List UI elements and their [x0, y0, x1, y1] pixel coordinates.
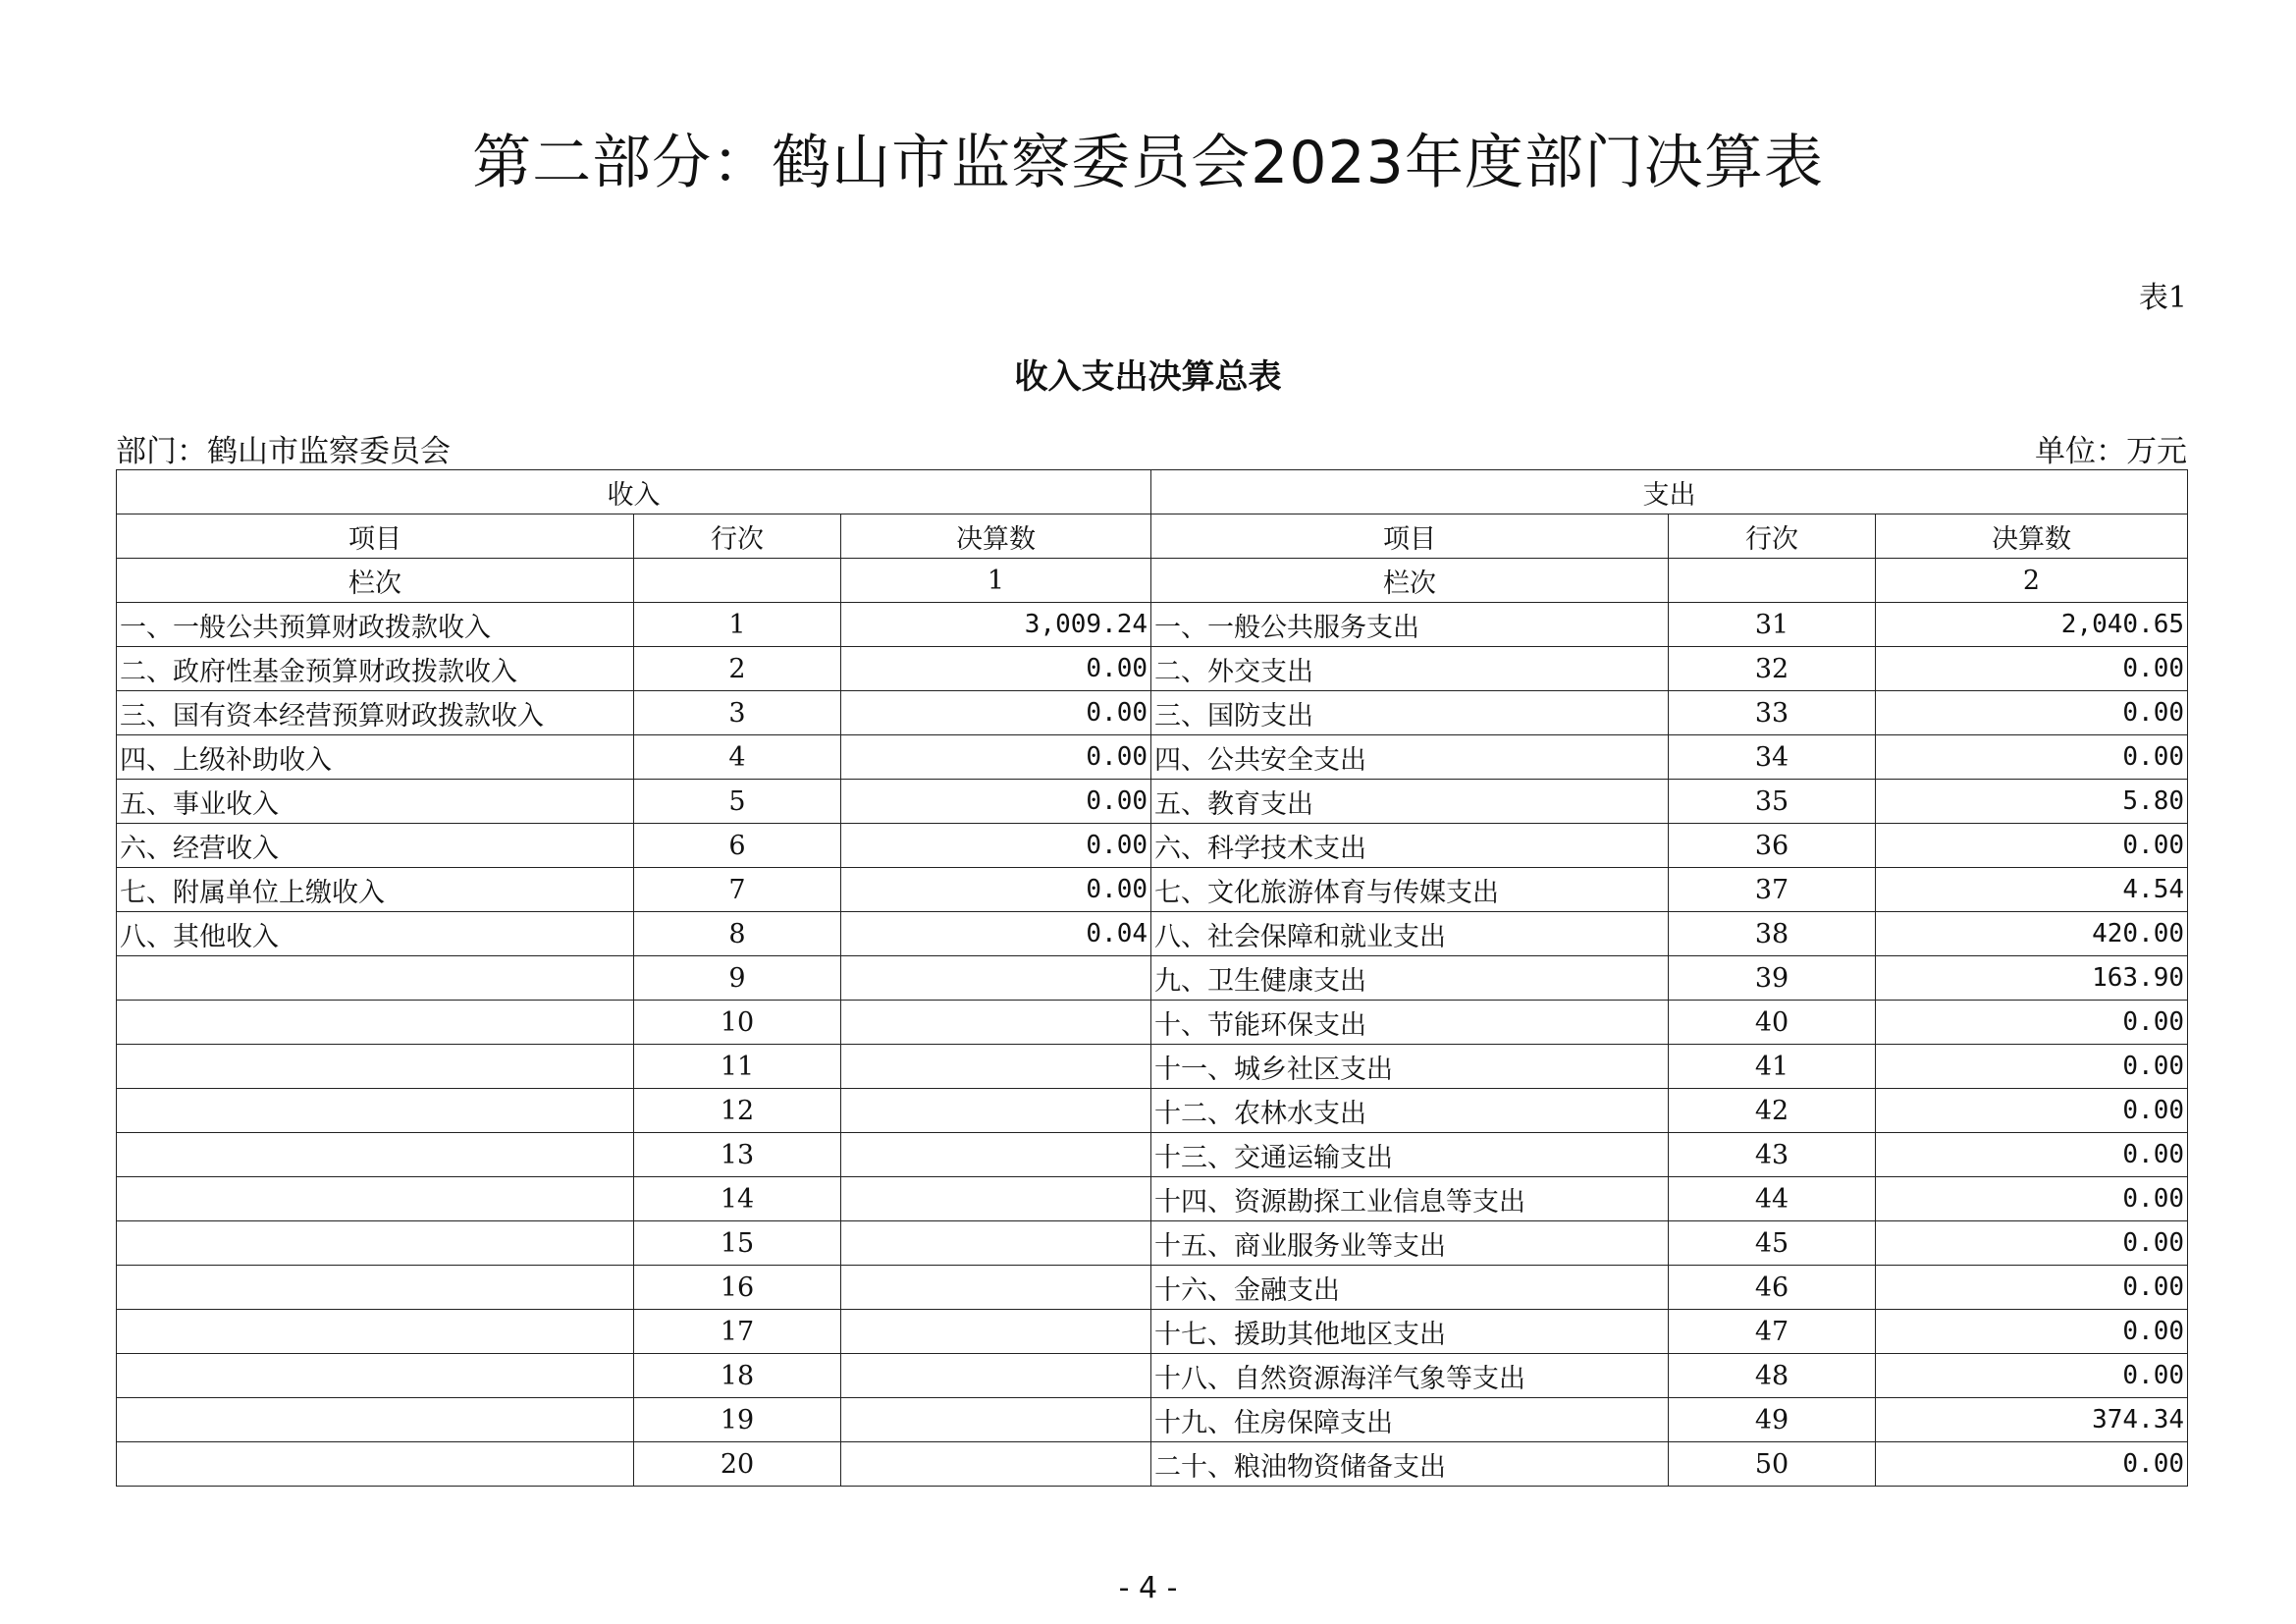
income-item-cell: 六、经营收入: [117, 824, 634, 868]
table-row: [117, 1442, 2188, 1487]
expense-line-cell: 45: [1669, 1221, 1876, 1266]
income-item-cell: [117, 1089, 634, 1133]
expense-line-cell: 33: [1669, 691, 1876, 735]
expense-amount-cell: 0.00: [1876, 1266, 2188, 1310]
income-item-cell: [117, 1266, 634, 1310]
income-amount-cell: 0.00: [841, 780, 1151, 824]
expense-item-cell: 五、教育支出: [1151, 780, 1669, 824]
income-line-cell: 9: [634, 956, 841, 1001]
expense-amount-cell: 0.00: [1876, 1221, 2188, 1266]
income-item-cell: 八、其他收入: [117, 912, 634, 956]
income-expense-table: [116, 469, 2188, 1487]
page-number: - 4 -: [1118, 1571, 1178, 1605]
income-item-cell: 五、事业收入: [117, 780, 634, 824]
expense-amount-cell: 0.00: [1876, 691, 2188, 735]
income-line-cell: 10: [634, 1001, 841, 1045]
income-amount-cell: [841, 1310, 1151, 1354]
income-amount-cell: [841, 1266, 1151, 1310]
income-item-cell: 一、一般公共预算财政拨款收入: [117, 603, 634, 647]
income-column-label: 栏次: [117, 559, 634, 603]
income-item-cell: [117, 1001, 634, 1045]
expense-line-cell: 42: [1669, 1089, 1876, 1133]
income-section-header: 收入: [117, 470, 1151, 514]
expense-amount-cell: 0.00: [1876, 824, 2188, 868]
table-subtitle: 收入支出决算总表: [1014, 357, 1282, 397]
expense-amount-cell: 0.00: [1876, 735, 2188, 780]
expense-line-cell: 43: [1669, 1133, 1876, 1177]
expense-item-cell: 一、一般公共服务支出: [1151, 603, 1669, 647]
expense-amount-cell: 0.00: [1876, 1354, 2188, 1398]
income-line-cell: 14: [634, 1177, 841, 1221]
expense-line-cell: 47: [1669, 1310, 1876, 1354]
expense-item-cell: 十六、金融支出: [1151, 1266, 1669, 1310]
header-row-sections: [117, 470, 2188, 514]
expense-item-cell: 七、文化旅游体育与传媒支出: [1151, 868, 1669, 912]
table-row: [117, 1221, 2188, 1266]
income-line-cell: 4: [634, 735, 841, 780]
expense-line-cell: 44: [1669, 1177, 1876, 1221]
expense-line-header: 行次: [1669, 514, 1876, 559]
table-row: [117, 1398, 2188, 1442]
income-line-cell: 1: [634, 603, 841, 647]
income-line-cell: 11: [634, 1045, 841, 1089]
expense-item-cell: 十九、住房保障支出: [1151, 1398, 1669, 1442]
income-item-cell: [117, 1045, 634, 1089]
income-item-cell: 二、政府性基金预算财政拨款收入: [117, 647, 634, 691]
income-item-cell: [117, 1310, 634, 1354]
expense-item-cell: 三、国防支出: [1151, 691, 1669, 735]
income-item-cell: [117, 1398, 634, 1442]
expense-amount-cell: 163.90: [1876, 956, 2188, 1001]
expense-amount-cell: 0.00: [1876, 1177, 2188, 1221]
income-line-cell: 5: [634, 780, 841, 824]
table-row: [117, 1266, 2188, 1310]
income-amount-header: 决算数: [841, 514, 1151, 559]
income-item-cell: 三、国有资本经营预算财政拨款收入: [117, 691, 634, 735]
expense-line-cell: 34: [1669, 735, 1876, 780]
income-item-cell: [117, 1354, 634, 1398]
expense-item-cell: 十八、自然资源海洋气象等支出: [1151, 1354, 1669, 1398]
income-amount-cell: [841, 1398, 1151, 1442]
expense-amount-cell: 2,040.65: [1876, 603, 2188, 647]
income-line-cell: 20: [634, 1442, 841, 1487]
income-amount-cell: [841, 1045, 1151, 1089]
income-line-cell: 18: [634, 1354, 841, 1398]
expense-amount-cell: 4.54: [1876, 868, 2188, 912]
income-item-cell: [117, 956, 634, 1001]
table-row: [117, 1089, 2188, 1133]
income-item-cell: [117, 1133, 634, 1177]
income-amount-cell: 0.00: [841, 824, 1151, 868]
income-amount-cell: [841, 956, 1151, 1001]
expense-amount-cell: 0.00: [1876, 1442, 2188, 1487]
income-line-cell: 19: [634, 1398, 841, 1442]
expense-amount-cell: 0.00: [1876, 647, 2188, 691]
column-number-row: [117, 559, 2188, 603]
income-amount-cell: [841, 1001, 1151, 1045]
expense-section-header: 支出: [1151, 470, 2188, 514]
table-row: [117, 956, 2188, 1001]
unit-label: 单位：万元: [2035, 434, 2187, 469]
income-line-header: 行次: [634, 514, 841, 559]
income-item-cell: [117, 1442, 634, 1487]
expense-item-cell: 二十、粮油物资储备支出: [1151, 1442, 1669, 1487]
expense-line-cell: 46: [1669, 1266, 1876, 1310]
table-row: [117, 1310, 2188, 1354]
table-row: [117, 603, 2188, 647]
table-row: [117, 1354, 2188, 1398]
expense-line-cell: 48: [1669, 1354, 1876, 1398]
expense-item-cell: 十二、农林水支出: [1151, 1089, 1669, 1133]
income-amount-cell: [841, 1442, 1151, 1487]
table-row: [117, 735, 2188, 780]
expense-column-number: 2: [1876, 559, 2188, 603]
income-amount-cell: 0.00: [841, 647, 1151, 691]
table-number: 表1: [2138, 281, 2187, 315]
income-line-cell: 6: [634, 824, 841, 868]
income-amount-cell: [841, 1133, 1151, 1177]
expense-line-cell: 49: [1669, 1398, 1876, 1442]
expense-amount-cell: 374.34: [1876, 1398, 2188, 1442]
income-item-cell: 四、上级补助收入: [117, 735, 634, 780]
expense-line-cell: 39: [1669, 956, 1876, 1001]
table-row: [117, 1045, 2188, 1089]
table-row: [117, 1001, 2188, 1045]
expense-amount-cell: 0.00: [1876, 1045, 2188, 1089]
expense-item-cell: 十三、交通运输支出: [1151, 1133, 1669, 1177]
expense-line-cell: 41: [1669, 1045, 1876, 1089]
income-item-cell: 七、附属单位上缴收入: [117, 868, 634, 912]
expense-item-cell: 四、公共安全支出: [1151, 735, 1669, 780]
expense-item-cell: 八、社会保障和就业支出: [1151, 912, 1669, 956]
expense-item-cell: 九、卫生健康支出: [1151, 956, 1669, 1001]
income-amount-cell: 3,009.24: [841, 603, 1151, 647]
expense-amount-cell: 0.00: [1876, 1133, 2188, 1177]
expense-line-cell: 38: [1669, 912, 1876, 956]
income-line-cell: 8: [634, 912, 841, 956]
expense-item-cell: 十七、援助其他地区支出: [1151, 1310, 1669, 1354]
expense-line-cell: 31: [1669, 603, 1876, 647]
income-amount-cell: 0.00: [841, 691, 1151, 735]
income-column-blank: [634, 559, 841, 603]
income-line-cell: 2: [634, 647, 841, 691]
expense-item-header: 项目: [1151, 514, 1669, 559]
expense-item-cell: 十四、资源勘探工业信息等支出: [1151, 1177, 1669, 1221]
table-row: [117, 647, 2188, 691]
table-row: [117, 1177, 2188, 1221]
income-line-cell: 16: [634, 1266, 841, 1310]
expense-line-cell: 35: [1669, 780, 1876, 824]
income-column-number: 1: [841, 559, 1151, 603]
income-line-cell: 15: [634, 1221, 841, 1266]
expense-item-cell: 十五、商业服务业等支出: [1151, 1221, 1669, 1266]
table-row: [117, 868, 2188, 912]
expense-column-label: 栏次: [1151, 559, 1669, 603]
income-line-cell: 3: [634, 691, 841, 735]
expense-line-cell: 40: [1669, 1001, 1876, 1045]
income-line-cell: 13: [634, 1133, 841, 1177]
income-line-cell: 7: [634, 868, 841, 912]
header-row-columns: [117, 514, 2188, 559]
table-row: [117, 912, 2188, 956]
expense-item-cell: 十、节能环保支出: [1151, 1001, 1669, 1045]
page-title: 第二部分：鹤山市监察委员会2023年度部门决算表: [472, 129, 1824, 197]
income-line-cell: 12: [634, 1089, 841, 1133]
income-amount-cell: 0.04: [841, 912, 1151, 956]
income-amount-cell: [841, 1089, 1151, 1133]
income-amount-cell: 0.00: [841, 868, 1151, 912]
income-item-header: 项目: [117, 514, 634, 559]
expense-item-cell: 十一、城乡社区支出: [1151, 1045, 1669, 1089]
department-label: 部门：鹤山市监察委员会: [116, 434, 451, 469]
expense-amount-cell: 5.80: [1876, 780, 2188, 824]
expense-amount-cell: 420.00: [1876, 912, 2188, 956]
income-item-cell: [117, 1221, 634, 1266]
expense-amount-cell: 0.00: [1876, 1089, 2188, 1133]
expense-line-cell: 50: [1669, 1442, 1876, 1487]
table-row: [117, 780, 2188, 824]
expense-amount-cell: 0.00: [1876, 1001, 2188, 1045]
income-line-cell: 17: [634, 1310, 841, 1354]
expense-item-cell: 六、科学技术支出: [1151, 824, 1669, 868]
income-item-cell: [117, 1177, 634, 1221]
expense-column-blank: [1669, 559, 1876, 603]
expense-amount-cell: 0.00: [1876, 1310, 2188, 1354]
income-amount-cell: [841, 1177, 1151, 1221]
expense-line-cell: 37: [1669, 868, 1876, 912]
income-amount-cell: [841, 1354, 1151, 1398]
income-amount-cell: [841, 1221, 1151, 1266]
income-amount-cell: 0.00: [841, 735, 1151, 780]
table-row: [117, 824, 2188, 868]
expense-line-cell: 36: [1669, 824, 1876, 868]
table-row: [117, 1133, 2188, 1177]
table-row: [117, 691, 2188, 735]
expense-item-cell: 二、外交支出: [1151, 647, 1669, 691]
expense-amount-header: 决算数: [1876, 514, 2188, 559]
expense-line-cell: 32: [1669, 647, 1876, 691]
